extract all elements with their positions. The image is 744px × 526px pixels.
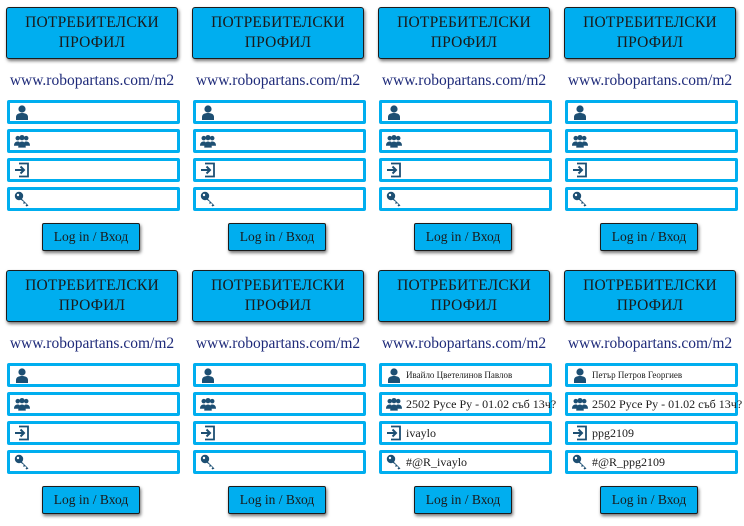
password-field[interactable]	[565, 187, 738, 211]
group-icon	[200, 396, 216, 412]
password-field[interactable]	[193, 187, 366, 211]
team-value: 2502 Русе Ру - 01.02 съб 13ч?	[406, 396, 557, 411]
name-field[interactable]	[7, 363, 180, 387]
login-button[interactable]: Log in / Вход	[228, 486, 326, 514]
group-icon	[386, 396, 402, 412]
profile-card	[376, 4, 552, 249]
sign-in-icon	[14, 425, 30, 441]
profile-card	[562, 4, 738, 249]
login-button[interactable]: Log in / Вход	[414, 486, 512, 514]
key-icon	[200, 454, 216, 470]
login-button[interactable]: Log in / Вход	[42, 486, 140, 514]
password-field[interactable]	[565, 450, 738, 474]
profile-title: ПОТРЕБИТЕЛСКИ ПРОФИЛ	[6, 270, 178, 322]
profile-card	[190, 4, 366, 249]
password-value: #@R_ppg2109	[592, 454, 666, 469]
name-field[interactable]	[379, 363, 552, 387]
profile-card	[190, 267, 366, 512]
username-field[interactable]	[7, 158, 180, 182]
name-value: Петър Петров Георгиев	[592, 370, 683, 380]
username-field[interactable]	[379, 158, 552, 182]
name-field[interactable]	[7, 100, 180, 124]
sign-in-icon	[572, 425, 588, 441]
team-field[interactable]	[193, 392, 366, 416]
team-field[interactable]	[379, 129, 552, 153]
site-url: www.robopartans.com/m2	[381, 335, 547, 352]
sign-in-icon	[200, 425, 216, 441]
name-field[interactable]	[193, 100, 366, 124]
name-field[interactable]	[565, 363, 738, 387]
profile-card	[4, 267, 180, 512]
site-url: www.robopartans.com/m2	[381, 72, 547, 89]
site-url: www.robopartans.com/m2	[9, 72, 175, 89]
sign-in-icon	[200, 162, 216, 178]
user-icon	[200, 104, 216, 120]
username-field[interactable]	[193, 421, 366, 445]
name-field[interactable]	[565, 100, 738, 124]
team-field[interactable]	[565, 129, 738, 153]
password-field[interactable]	[7, 450, 180, 474]
user-icon	[200, 367, 216, 383]
login-button[interactable]: Log in / Вход	[42, 223, 140, 251]
profile-card	[4, 4, 180, 249]
team-field[interactable]	[193, 129, 366, 153]
user-icon	[14, 104, 30, 120]
password-field[interactable]	[7, 187, 180, 211]
username-field[interactable]	[193, 158, 366, 182]
site-url: www.robopartans.com/m2	[567, 335, 733, 352]
username-field[interactable]	[565, 421, 738, 445]
sign-in-icon	[386, 425, 402, 441]
profile-card	[562, 267, 743, 512]
group-icon	[14, 133, 30, 149]
username-field[interactable]	[565, 158, 738, 182]
user-icon	[386, 367, 402, 383]
user-icon	[572, 104, 588, 120]
key-icon	[572, 454, 588, 470]
name-value: Ивайло Цветелинов Павлов	[406, 370, 513, 380]
group-icon	[386, 133, 402, 149]
site-url: www.robopartans.com/m2	[567, 72, 733, 89]
password-field[interactable]	[379, 187, 552, 211]
profile-title: ПОТРЕБИТЕЛСКИ ПРОФИЛ	[378, 270, 550, 322]
key-icon	[14, 191, 30, 207]
sign-in-icon	[386, 162, 402, 178]
username-value: ivaylo	[406, 425, 436, 440]
group-icon	[572, 133, 588, 149]
key-icon	[200, 191, 216, 207]
login-button[interactable]: Log in / Вход	[414, 223, 512, 251]
site-url: www.robopartans.com/m2	[195, 72, 361, 89]
team-field[interactable]	[7, 392, 180, 416]
password-field[interactable]	[193, 450, 366, 474]
login-button[interactable]: Log in / Вход	[228, 223, 326, 251]
password-field[interactable]	[379, 450, 552, 474]
sign-in-icon	[14, 162, 30, 178]
profile-card	[376, 267, 557, 512]
profile-title: ПОТРЕБИТЕЛСКИ ПРОФИЛ	[192, 7, 364, 59]
key-icon	[386, 191, 402, 207]
group-icon	[200, 133, 216, 149]
username-field[interactable]	[7, 421, 180, 445]
key-icon	[14, 454, 30, 470]
user-icon	[14, 367, 30, 383]
login-button[interactable]: Log in / Вход	[600, 486, 698, 514]
user-icon	[572, 367, 588, 383]
team-field[interactable]	[379, 392, 557, 416]
username-value: ppg2109	[592, 425, 634, 440]
profile-title: ПОТРЕБИТЕЛСКИ ПРОФИЛ	[6, 7, 178, 59]
login-button[interactable]: Log in / Вход	[600, 223, 698, 251]
team-field[interactable]	[7, 129, 180, 153]
profile-title: ПОТРЕБИТЕЛСКИ ПРОФИЛ	[564, 7, 736, 59]
name-field[interactable]	[379, 100, 552, 124]
site-url: www.robopartans.com/m2	[9, 335, 175, 352]
profile-title: ПОТРЕБИТЕЛСКИ ПРОФИЛ	[378, 7, 550, 59]
group-icon	[572, 396, 588, 412]
sign-in-icon	[572, 162, 588, 178]
team-field[interactable]	[565, 392, 743, 416]
password-value: #@R_ivaylo	[406, 454, 468, 469]
key-icon	[386, 454, 402, 470]
profile-title: ПОТРЕБИТЕЛСКИ ПРОФИЛ	[564, 270, 736, 322]
username-field[interactable]	[379, 421, 552, 445]
site-url: www.robopartans.com/m2	[195, 335, 361, 352]
profile-title: ПОТРЕБИТЕЛСКИ ПРОФИЛ	[192, 270, 364, 322]
team-value: 2502 Русе Ру - 01.02 съб 13ч?	[592, 396, 743, 411]
name-field[interactable]	[193, 363, 366, 387]
user-icon	[386, 104, 402, 120]
key-icon	[572, 191, 588, 207]
group-icon	[14, 396, 30, 412]
